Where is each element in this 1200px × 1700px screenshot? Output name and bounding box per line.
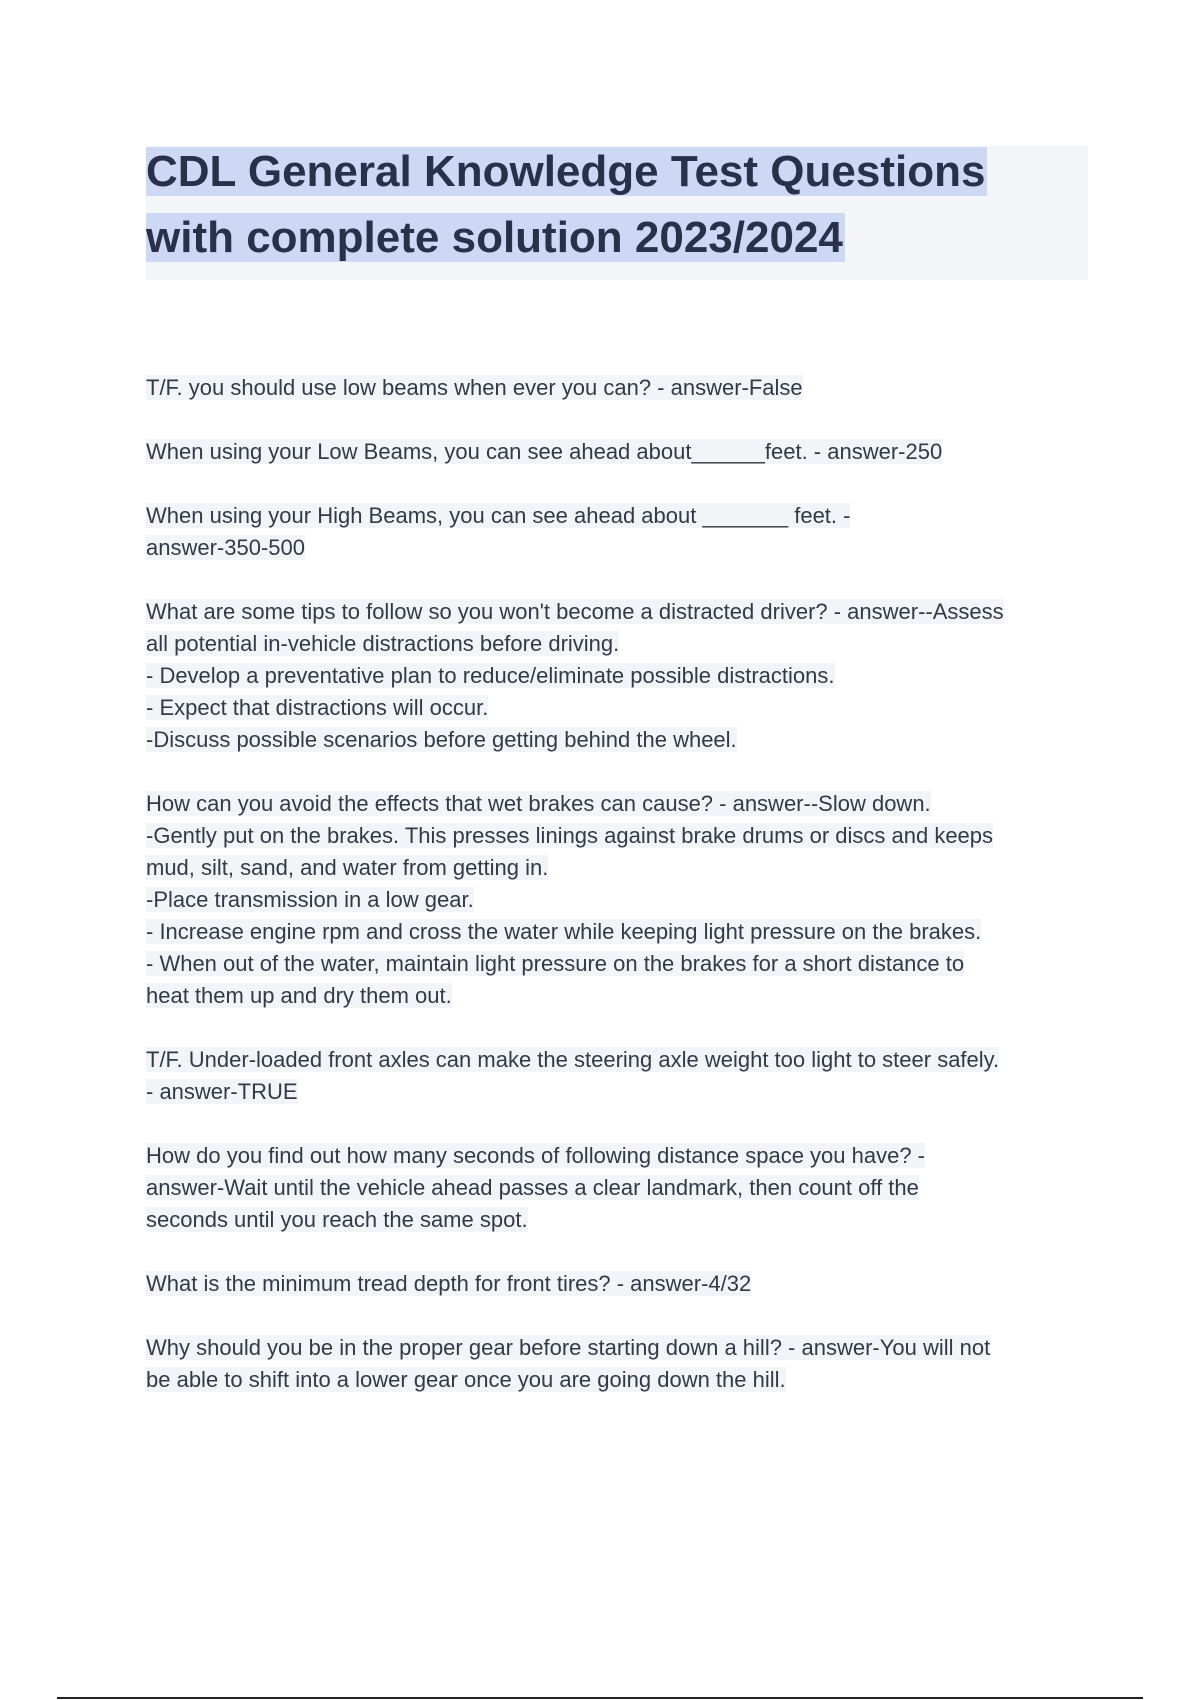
text-line-content: -Discuss possible scenarios before getting behind the wheel. xyxy=(146,727,737,752)
text-line-content: - Expect that distractions will occur. xyxy=(146,695,489,720)
text-line xyxy=(146,500,1096,532)
text-line-content: heat them up and dry them out. xyxy=(146,983,452,1008)
text-line-content: - Develop a preventative plan to reduce/eliminate possible distractions. xyxy=(146,663,835,688)
text-line xyxy=(146,948,1096,980)
text-line-content: -Place transmission in a low gear. xyxy=(146,887,474,912)
question-answer-item xyxy=(146,788,1096,1012)
question-answer-item xyxy=(146,372,1096,404)
title-highlight-2: with complete solution 2023/2024 xyxy=(146,213,843,262)
text-line xyxy=(146,1204,1096,1236)
text-line-content: be able to shift into a lower gear once you are going down the hill. xyxy=(146,1367,786,1392)
text-line xyxy=(146,1076,1096,1108)
text-line xyxy=(146,980,1096,1012)
question-answer-item xyxy=(146,436,1096,468)
text-line-content: - answer-TRUE xyxy=(146,1079,298,1104)
text-line-content: What are some tips to follow so you won't become a distracted driver? - answer--Assess xyxy=(146,599,1004,624)
text-line-content: How do you find out how many seconds of following distance space you have? - xyxy=(146,1143,926,1168)
text-line-content: - When out of the water, maintain light pressure on the brakes for a short distance to xyxy=(146,951,965,976)
text-line-content: When using your Low Beams, you can see ahead about______feet. - answer-250 xyxy=(146,439,943,464)
page-title-line-1 xyxy=(146,143,987,201)
text-line xyxy=(146,1364,1096,1396)
text-line-content: - Increase engine rpm and cross the water while keeping light pressure on the brakes. xyxy=(146,919,982,944)
text-line xyxy=(146,820,1096,852)
text-line xyxy=(146,1172,1096,1204)
text-line-content: Why should you be in the proper gear before starting down a hill? - answer-You will not xyxy=(146,1335,991,1360)
text-line xyxy=(146,436,1096,468)
text-line xyxy=(146,660,1096,692)
text-line xyxy=(146,1332,1096,1364)
text-line xyxy=(146,852,1096,884)
text-line xyxy=(146,692,1096,724)
page-title-line-2 xyxy=(146,209,845,267)
question-answer-item xyxy=(146,1044,1096,1108)
text-line xyxy=(146,884,1096,916)
question-answer-item xyxy=(146,1332,1096,1396)
text-line-content: -Gently put on the brakes. This presses linings against brake drums or discs and keeps xyxy=(146,823,994,848)
text-line-content: How can you avoid the effects that wet brakes can cause? - answer--Slow down. xyxy=(146,791,931,816)
text-line-content: T/F. Under-loaded front axles can make the steering axle weight too light to steer safely. xyxy=(146,1047,1000,1072)
text-line xyxy=(146,788,1096,820)
question-list xyxy=(146,372,1096,1428)
text-line xyxy=(146,1044,1096,1076)
text-line-content: mud, silt, sand, and water from getting in. xyxy=(146,855,549,880)
text-line xyxy=(146,628,1096,660)
text-line-content: T/F. you should use low beams when ever you can? - answer-False xyxy=(146,375,803,400)
text-line-content: What is the minimum tread depth for front tires? - answer-4/32 xyxy=(146,1271,752,1296)
text-line-content: answer-Wait until the vehicle ahead passes a clear landmark, then count off the xyxy=(146,1175,919,1200)
text-line xyxy=(146,372,1096,404)
question-answer-item xyxy=(146,1140,1096,1236)
text-line xyxy=(146,1268,1096,1300)
text-line-content: When using your High Beams, you can see ahead about _______ feet. - xyxy=(146,503,851,528)
text-line xyxy=(146,916,1096,948)
text-line-content: all potential in-vehicle distractions before driving. xyxy=(146,631,620,656)
text-line xyxy=(146,532,1096,564)
text-line xyxy=(146,596,1096,628)
text-line-content: seconds until you reach the same spot. xyxy=(146,1207,528,1232)
text-line-content: answer-350-500 xyxy=(146,535,305,560)
question-answer-item xyxy=(146,500,1096,564)
text-line xyxy=(146,1140,1096,1172)
question-answer-item xyxy=(146,596,1096,756)
footer-divider xyxy=(57,1697,1143,1699)
title-highlight-1: CDL General Knowledge Test Questions xyxy=(146,147,986,196)
question-answer-item xyxy=(146,1268,1096,1300)
text-line xyxy=(146,724,1096,756)
